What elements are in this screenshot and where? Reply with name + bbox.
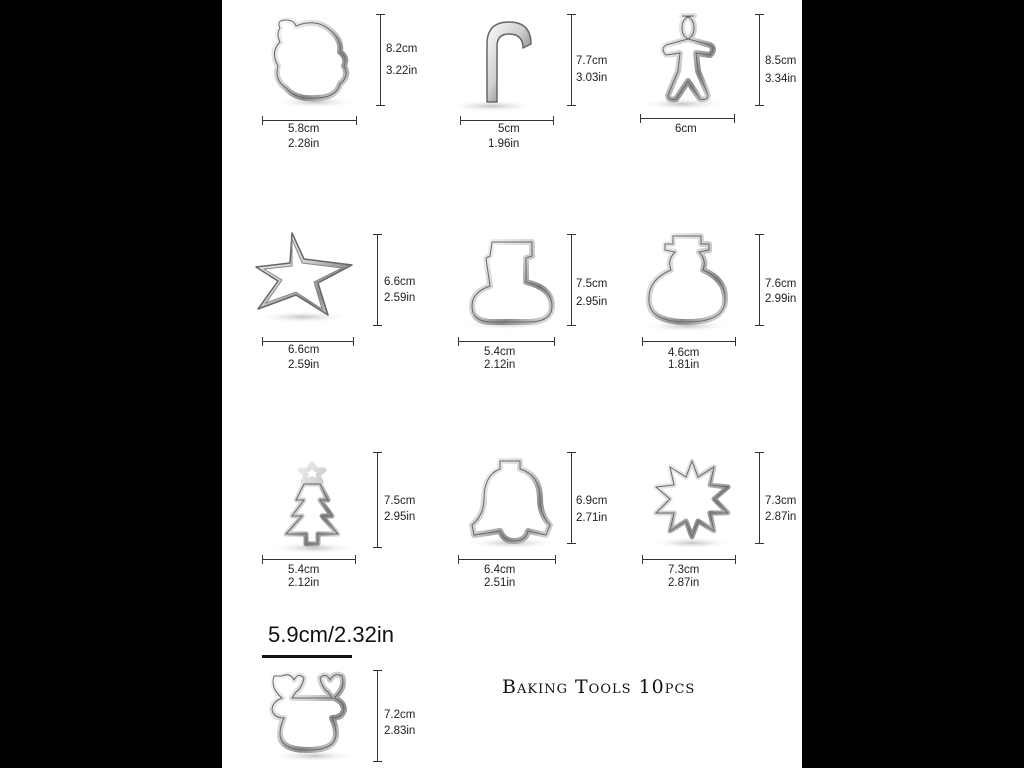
santa-cutter-icon xyxy=(260,10,360,110)
width-in-label: 2.12in xyxy=(484,359,516,371)
height-in-label: 2.83in xyxy=(384,725,416,737)
width-cm-label: 5cm xyxy=(498,123,520,135)
width-dimension-line xyxy=(262,559,356,560)
star-cutter-icon xyxy=(246,225,361,325)
width-in-label: 1.96in xyxy=(488,138,520,150)
height-in-label: 2.99in xyxy=(765,293,797,305)
width-dimension-line xyxy=(458,559,556,560)
width-in-label: 2.87in xyxy=(668,577,700,589)
candy-cane-cutter-icon xyxy=(442,14,552,114)
width-cm-label: 6.4cm xyxy=(484,564,516,576)
height-in-label: 3.03in xyxy=(576,72,608,84)
width-cm-label: 6.6cm xyxy=(288,344,320,356)
width-cm-label: 7.3cm xyxy=(668,564,700,576)
reindeer-width-label: 5.9cm/2.32in xyxy=(268,622,394,647)
reindeer-cutter-icon xyxy=(262,668,362,763)
height-in-label: 2.95in xyxy=(576,296,608,308)
height-in-label: 2.59in xyxy=(384,292,416,304)
product-image xyxy=(222,0,802,768)
height-cm-label: 8.5cm xyxy=(765,55,797,67)
height-in-label: 2.95in xyxy=(384,511,416,523)
gingerbread-man-cutter-icon xyxy=(632,10,732,110)
width-dimension-line xyxy=(262,341,354,342)
height-dimension-line xyxy=(380,14,381,106)
height-cm-label: 7.2cm xyxy=(384,709,416,721)
width-dimension-line xyxy=(642,559,736,560)
height-in-label: 2.71in xyxy=(576,512,608,524)
height-dimension-line xyxy=(759,14,760,106)
height-cm-label: 7.3cm xyxy=(765,495,797,507)
width-cm-label: 6cm xyxy=(675,123,697,135)
height-dimension-line xyxy=(759,234,760,326)
width-in-label: 2.12in xyxy=(288,577,320,589)
width-dimension-line xyxy=(640,118,735,119)
height-cm-label: 6.9cm xyxy=(576,495,608,507)
height-dimension-line xyxy=(377,452,378,548)
height-cm-label: 8.2cm xyxy=(386,43,418,55)
height-dimension-line xyxy=(571,14,572,106)
height-dimension-line xyxy=(759,452,760,544)
width-cm-label: 5.8cm xyxy=(288,123,320,135)
width-in-label: 2.51in xyxy=(484,577,516,589)
height-dimension-line xyxy=(571,452,572,544)
height-in-label: 3.22in xyxy=(386,65,418,77)
height-dimension-line xyxy=(377,670,378,762)
width-cm-label: 5.4cm xyxy=(288,564,320,576)
width-cm-label: 4.6cm xyxy=(668,347,700,359)
bell-cutter-icon xyxy=(460,455,565,550)
width-dimension-line xyxy=(460,120,554,121)
height-cm-label: 7.7cm xyxy=(576,55,608,67)
width-dimension-line xyxy=(458,341,555,342)
height-cm-label: 7.5cm xyxy=(576,278,608,290)
width-in-label: 1.81in xyxy=(668,359,700,371)
height-dimension-line xyxy=(377,234,378,326)
width-cm-label: 5.4cm xyxy=(484,346,516,358)
christmas-tree-cutter-icon xyxy=(262,460,362,555)
snowflake-cutter-icon xyxy=(642,455,742,550)
width-in-label: 2.28in xyxy=(288,138,320,150)
snowman-cutter-icon xyxy=(637,230,737,335)
reindeer-width-line xyxy=(262,655,352,658)
height-in-label: 3.34in xyxy=(765,73,797,85)
width-dimension-line xyxy=(642,341,736,342)
height-cm-label: 6.6cm xyxy=(384,276,416,288)
height-cm-label: 7.5cm xyxy=(384,495,416,507)
height-dimension-line xyxy=(571,234,572,326)
product-title: Baking Tools 10pcs xyxy=(502,676,696,698)
height-cm-label: 7.6cm xyxy=(765,278,797,290)
width-dimension-line xyxy=(262,120,357,121)
stocking-cutter-icon xyxy=(452,232,562,332)
height-in-label: 2.87in xyxy=(765,511,797,523)
width-in-label: 2.59in xyxy=(288,359,320,371)
